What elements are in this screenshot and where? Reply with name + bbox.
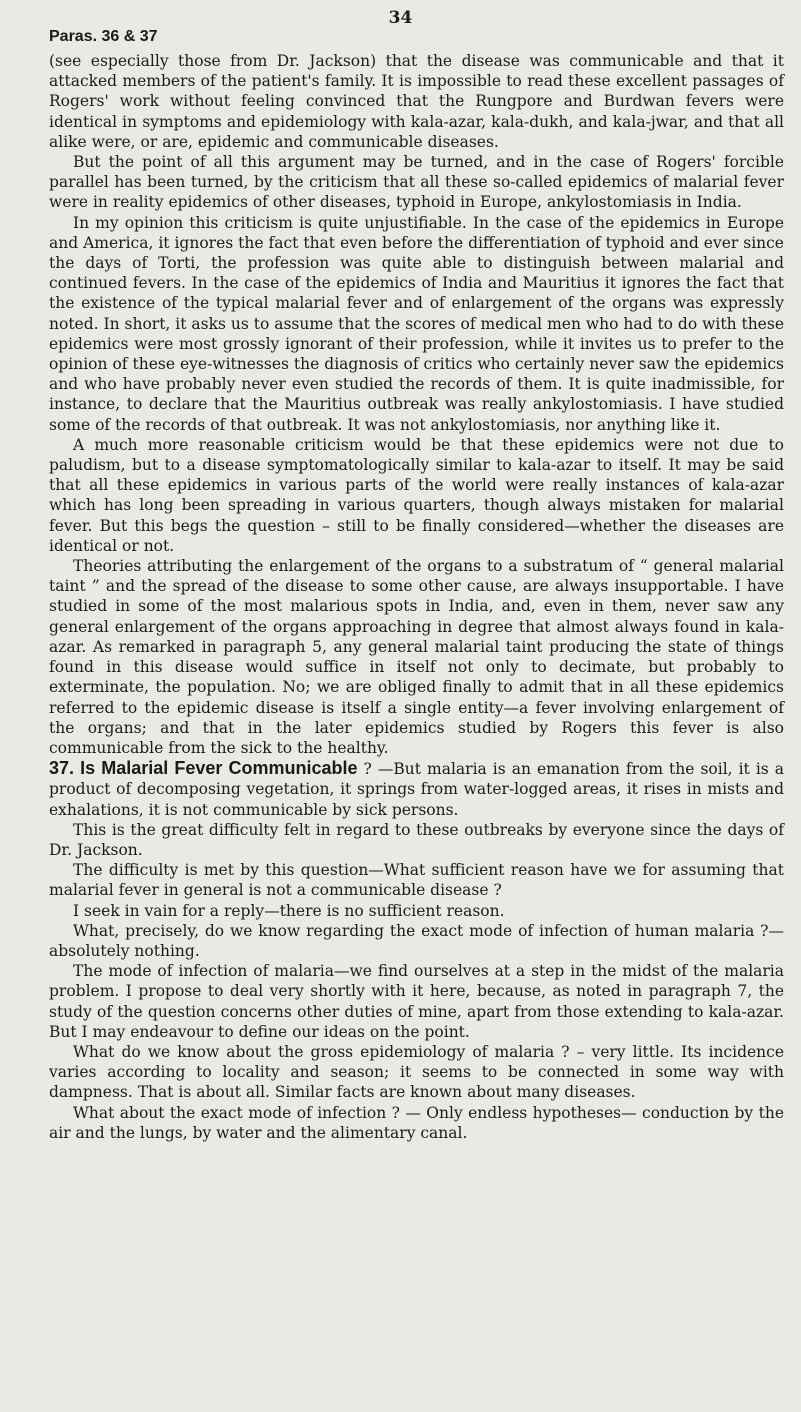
paragraph: What, precisely, do we know regarding the exact mode of infection of human malaria ?—absolutely nothing. — [49, 921, 784, 960]
running-head: Paras. 36 & 37 — [49, 28, 158, 45]
paragraph: A much more reasonable criticism would be that these epidemics were not due to paludism, but to a disease symptomatologically similar to kala-azar to itself. It may be said that all these epidemics in various parts of the world were really instances of kala-azar which has long been spreading in various quarters, though always mistaken for malarial fever. But this begs the question – still to be finally considered—whether the diseases are identical or not. — [49, 435, 784, 555]
section-heading: 37. Is Malarial Fever Communicable — [49, 758, 358, 779]
section-lead-text: ? —But malaria is an emanation from the soil, it is a product of decomposing vegetation, it springs from water-logged areas, it rises in mists and exhalations, it is not communicable by sick persons. — [49, 760, 784, 819]
paragraph: What do we know about the gross epidemiology of malaria ? – very little. Its incidence varies according to locality and season; it seems to be connected in some way with dampness. That is about all. Similar facts are known about many diseases. — [49, 1042, 784, 1102]
paragraph: The difficulty is met by this question—What sufficient reason have we for assuming that malarial fever in general is not a communicable disease ? — [49, 861, 784, 900]
paragraph: In my opinion this criticism is quite unjustifiable. In the case of the epidemics in Europe and America, it ignores the fact that even before the differentiation of typhoid and ever since the days of Torti, the profession was quite able to distinguish between malarial and continued fevers. In the case of the epidemics of India and Mauritius it ignores the fact that the existence of the typical malarial fever and of enlargement of the organs was expressly noted. In short, it asks us to assume that the scores of medical men who had to do with these epidemics were most grossly ignorant of their profession, while it invites us to prefer to the opinion of these eye-witnesses the diagnosis of critics who certainly never saw the epidemics and who have probably never even studied the records of them. It is quite inadmissible, for instance, to declare that the Mauritius outbreak was really ankylostomiasis. I have studied some of the records of that outbreak. It was not ankylostomiasis, nor anything like it. — [49, 213, 784, 434]
paragraph: I seek in vain for a reply—there is no sufficient reason. — [73, 901, 505, 920]
paragraph: But the point of all this argument may be turned, and in the case of Rogers' forcible parallel has been turned, by the criticism that all these so-called epidemics of malarial fever were in reality epidemics of other diseases, typhoid in Europe, ankylostomiasis in India. — [49, 153, 784, 212]
paragraph-continued: (see especially those from Dr. Jackson) that the disease was communicable and that it attacked members of the patient's family. It is impossible to read these excellent passages of Rogers' work without feeling convinced that the Rungpore and Burdwan fevers were identical in symptoms and epidemiology with kala-azar, kala-dukh, and kala-jwar, and that all alike were, or are, epidemic and communicable diseases. — [49, 52, 784, 151]
paragraph: What about the exact mode of infection ? — Only endless hypotheses— conduction by the air and the lungs, by water and the alimentary canal. — [49, 1103, 784, 1142]
page-number: 34 — [388, 8, 413, 28]
section-37-opening — [49, 758, 784, 820]
paragraph: The mode of infection of malaria—we find ourselves at a step in the midst of the malaria problem. I propose to deal very shortly with it here, because, as noted in paragraph 7, the study of the question concerns other duties of mine, apart from those extending to kala-azar. But I may endeavour to define our ideas on the point. — [49, 962, 784, 1041]
paragraph: This is the great difficulty felt in regard to these outbreaks by everyone since the days of Dr. Jackson. — [49, 820, 784, 859]
body-text — [49, 51, 784, 1143]
paragraph: Theories attributing the enlargement of the organs to a substratum of “ general malarial taint ” and the spread of the disease to some other cause, are always insupportable. I have studied in some of the most malarious spots in India, and, even in them, never saw any general enlargement of the organs approaching in degree that almost always found in kala-azar. As remarked in paragraph 5, any general malarial taint producing the state of things found in this disease would suffice in itself not only to decimate, but probably to exterminate, the population. No; we are obliged finally to admit that in all these epidemics referred to the epidemic disease is itself a single entity—a fever involving enlargement of the organs; and that in the later epidemics studied by Rogers this fever is also communicable from the sick to the healthy. — [49, 557, 784, 757]
